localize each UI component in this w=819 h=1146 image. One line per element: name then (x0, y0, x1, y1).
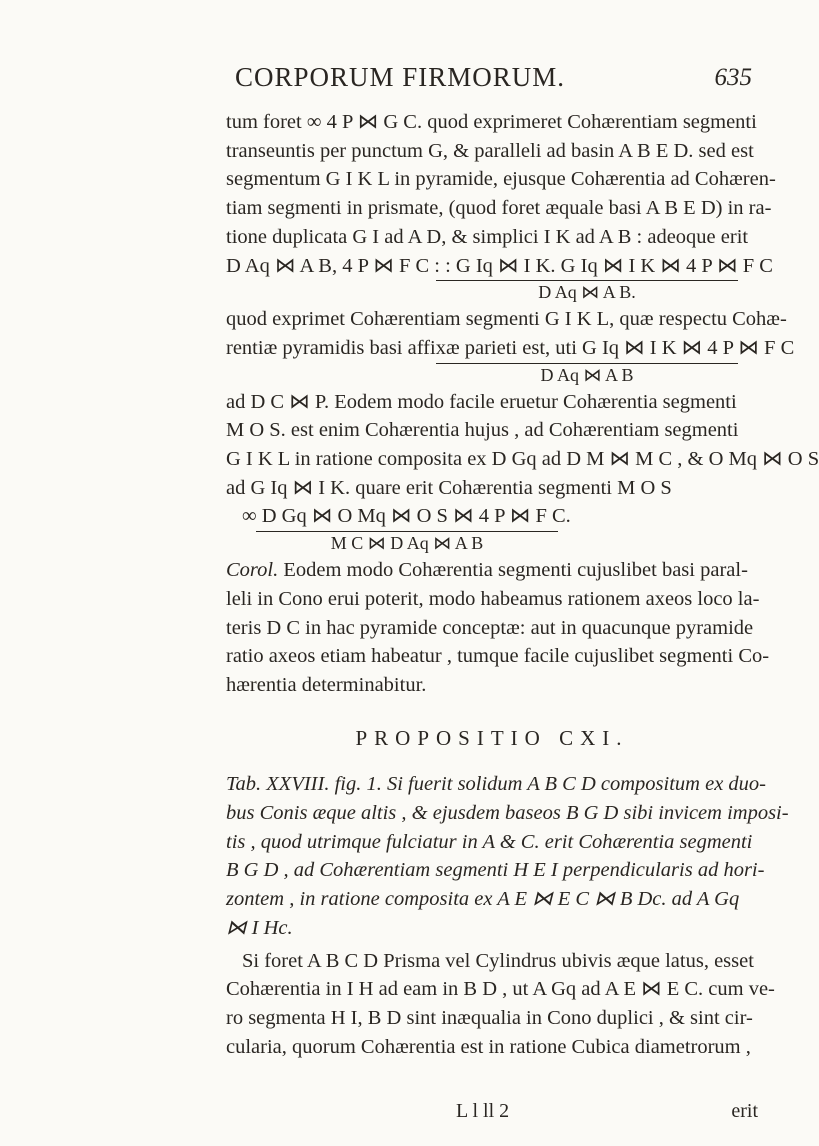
paragraph-1 (226, 108, 819, 554)
proposition-statement (226, 770, 789, 942)
text-line: B G D , ad Cohærentiam segmenti H E I perpendicularis ad hori- (226, 859, 765, 882)
text-line: segmentum G I K L in pyramide, ejusque Cohærentia ad Cohæren- (226, 168, 776, 191)
text-line: ro segmenta H I, B D sint inæqualia in Cono duplici , & sint cir- (226, 1006, 753, 1029)
text-line: ⋈ I Hc. (226, 916, 293, 939)
text-line: transeuntis per punctum G, & paralleli ad basin A B E D. sed est (226, 139, 754, 162)
text-line: rentiæ pyramidis basi affixæ parieti est, uti G Iq ⋈ I K ⋈ 4 P ⋈ F C (226, 336, 795, 359)
text-line: bus Conis æque altis , & ejusdem baseos B G D sibi invicem imposi- (226, 802, 789, 825)
catchword: erit (731, 1100, 758, 1122)
text-line: Cohærentia in I H ad eam in B D , ut A Gq ad A E ⋈ E C. cum ve- (226, 978, 775, 1001)
text-line: ratio axeos etiam habeatur , tumque facile cujuslibet segmenti Co- (226, 645, 770, 668)
text-line: Si foret A B C D Prisma vel Cylindrus ubivis æque latus, esset (242, 949, 754, 972)
paragraph-final (226, 947, 775, 1062)
text-line: zontem , in ratione composita ex A E ⋈ E C ⋈ B Dc. ad A Gq (226, 888, 740, 911)
signature-mark: L l ll 2 (456, 1100, 510, 1122)
text-line: quod exprimet Cohærentiam segmenti G I K L, quæ respectu Cohæ- (226, 308, 787, 331)
text-line: M O S. est enim Cohærentia hujus , ad Cohærentiam segmenti (226, 419, 739, 442)
text-line: teris D C in hac pyramide conceptæ: aut in quacunque pyramide (226, 616, 754, 639)
running-title: CORPORUM FIRMORUM. (234, 62, 566, 92)
text-line: Eodem modo Cohærentia segmenti cujuslibet basi paral- (278, 559, 748, 582)
text-line: ad D C ⋈ P. Eodem modo facile eruetur Cohærentia segmenti (226, 390, 737, 413)
fraction-denominator: D Aq ⋈ A B. (436, 280, 738, 303)
text-line: tione duplicata G I ad A D, & simplici I K ad A B : adeoque erit (226, 225, 749, 248)
corollary (226, 556, 770, 700)
page-number: 635 (714, 64, 752, 91)
proposition-heading: PROPOSITIO CXI. (355, 725, 629, 750)
text-line: Tab. XXVIII. fig. 1. Si fuerit solidum A B C D compositum ex duo- (226, 773, 766, 796)
corollary-label: Corol. (226, 559, 279, 582)
text-line: tum foret ∞ 4 P ⋈ G C. quod exprimeret Cohærentiam segmenti (226, 111, 757, 133)
text-line: hærentia determinabitur. (226, 673, 427, 696)
text-line: leli in Cono erui poterit, modo habeamus rationem axeos loco la- (226, 587, 760, 610)
text-line: tis , quod utrimque fulciatur in A & C. erit Cohærentia segmenti (226, 830, 753, 853)
text-line: tiam segmenti in prismate, (quod foret æquale basi A B E D) in ra- (226, 197, 772, 220)
main-text (226, 108, 819, 1061)
text-line: cularia, quorum Cohærentia est in ratione Cubica diametrorum , (226, 1035, 751, 1058)
fraction-denominator: M C ⋈ D Aq ⋈ A B (256, 531, 558, 554)
text-line: ∞ D Gq ⋈ O Mq ⋈ O S ⋈ 4 P ⋈ F C. (242, 505, 571, 528)
text-line: D Aq ⋈ A B, 4 P ⋈ F C : : G Iq ⋈ I K. G Iq ⋈ I K ⋈ 4 P ⋈ F C (226, 254, 773, 277)
text-line: G I K L in ratione composita ex D Gq ad D M ⋈ M C , & O Mq ⋈ O S (226, 448, 819, 471)
fraction-denominator: D Aq ⋈ A B (436, 363, 738, 386)
text-line: ad G Iq ⋈ I K. quare erit Cohærentia segmenti M O S (226, 476, 672, 499)
page-header (0, 62, 800, 102)
